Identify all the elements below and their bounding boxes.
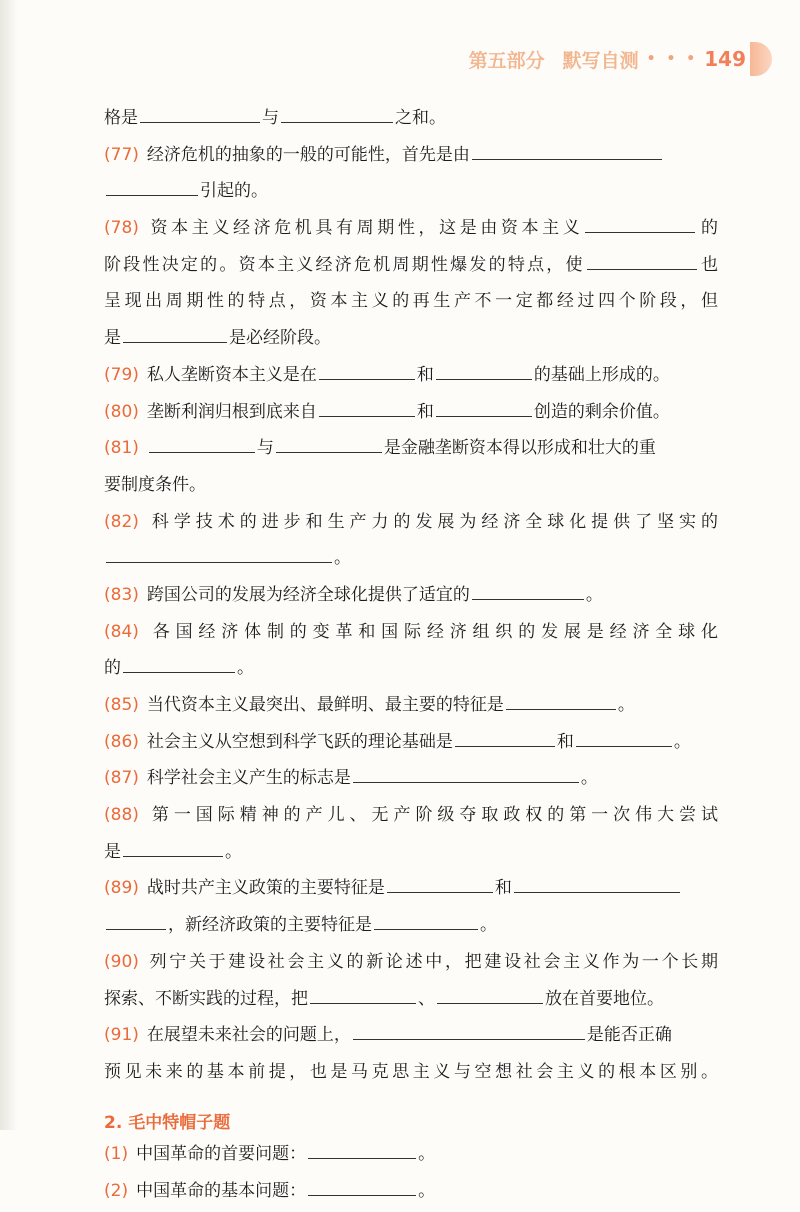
- question-text: 跨国公司的发展为经济全球化提供了适宜的: [146, 584, 470, 605]
- text-line: [104, 360, 718, 391]
- fill-in-blank[interactable]: [319, 379, 415, 380]
- question-text: 、: [418, 988, 435, 1009]
- question-text: 战时共产主义政策的主要特征是: [146, 878, 385, 899]
- text-line: [104, 1139, 718, 1170]
- header-dots: • • •: [646, 51, 699, 67]
- header-tab-decoration: [750, 42, 772, 76]
- fill-in-blank[interactable]: [353, 1039, 585, 1040]
- fill-in-blank[interactable]: [106, 195, 198, 196]
- text-line: [104, 800, 718, 831]
- question-text: 格是: [104, 108, 138, 128]
- question-text: 。: [418, 1180, 436, 1201]
- text-line: [104, 1057, 718, 1088]
- question-text: 中国革命的首要问题：: [136, 1143, 307, 1164]
- text-line: [104, 910, 718, 941]
- question-text: 的: [104, 658, 121, 679]
- fill-in-blank[interactable]: [506, 709, 616, 710]
- question-number: (86): [104, 731, 139, 752]
- question-text: 的基础上形成的。: [533, 364, 670, 385]
- text-line: [104, 543, 718, 574]
- question-text: 当代资本主义最突出、最鲜明、最主要的特征是: [146, 695, 504, 715]
- question-text: 放在首要地位。: [545, 988, 664, 1009]
- question-text: 是能否正确: [586, 1025, 672, 1046]
- page-number: 149: [704, 47, 746, 71]
- question-number: (90): [104, 951, 139, 972]
- text-line: [104, 213, 718, 244]
- question-text: 要制度条件。: [104, 474, 206, 495]
- question-text: 在展望未来社会的问题上，: [146, 1025, 351, 1046]
- question-text: ，新经济政策的主要特征是: [168, 915, 372, 936]
- question-text: 和: [494, 878, 512, 899]
- question-number: (81): [104, 438, 139, 459]
- question-text: 探索、不断实践的过程，把: [104, 988, 308, 1009]
- question-text: 引起的。: [200, 181, 268, 202]
- text-line: [104, 947, 718, 978]
- text-line: [104, 727, 718, 758]
- question-list: [104, 103, 718, 1088]
- fill-in-blank[interactable]: [472, 159, 662, 160]
- question-text: 。: [225, 841, 242, 862]
- question-text: 是必经阶段。: [229, 328, 331, 349]
- question-number: (84): [104, 621, 139, 642]
- question-text: 。: [585, 584, 603, 605]
- fill-in-blank[interactable]: [374, 929, 478, 930]
- section-2-title: 2. 毛中特帽子题: [104, 1112, 231, 1133]
- fill-in-blank[interactable]: [149, 452, 255, 453]
- question-text: 科学技术的进步和生产力的发展为经济全球化提供了坚实的: [146, 511, 718, 532]
- fill-in-blank[interactable]: [353, 782, 579, 783]
- fill-in-blank[interactable]: [437, 1003, 543, 1004]
- question-text: 和: [556, 731, 574, 752]
- question-text: 垄断利润归根到底来自: [146, 401, 317, 422]
- text-line: [104, 1176, 718, 1207]
- page-binding-edge: [0, 0, 18, 1130]
- text-line: [104, 286, 718, 317]
- text-line: [104, 103, 718, 134]
- question-number: (77): [104, 144, 139, 165]
- question-text: 第一国际精神的产儿、无产阶级夺取政权的第一次伟大尝试: [146, 805, 718, 826]
- question-number: (1): [104, 1143, 129, 1164]
- page-header: [469, 40, 772, 78]
- text-line: [104, 690, 718, 721]
- question-text: 列宁关于建设社会主义的新论述中，把建设社会主义作为一个长期: [146, 951, 718, 972]
- text-line: [104, 580, 718, 611]
- fill-in-blank[interactable]: [310, 1003, 416, 1004]
- fill-in-blank[interactable]: [123, 342, 227, 343]
- question-text: 阶段性决定的。资本主义经济危机周期性爆发的特点，使: [104, 254, 585, 275]
- header-section-label: 第五部分: [468, 49, 545, 72]
- fill-in-blank[interactable]: [455, 746, 555, 747]
- question-text: 私人垄断资本主义是在: [146, 364, 317, 385]
- fill-in-blank[interactable]: [472, 599, 584, 600]
- fill-in-blank[interactable]: [123, 672, 235, 673]
- fill-in-blank[interactable]: [514, 892, 680, 893]
- question-text: 创造的剩余价值。: [533, 401, 670, 422]
- text-line: [104, 176, 718, 207]
- text-line: [104, 140, 718, 171]
- question-text: 与: [262, 108, 279, 128]
- text-line: [104, 507, 718, 538]
- text-line: [104, 763, 718, 794]
- fill-in-blank[interactable]: [308, 1158, 416, 1159]
- text-line: [104, 837, 718, 868]
- fill-in-blank[interactable]: [281, 122, 393, 123]
- fill-in-blank[interactable]: [276, 452, 382, 453]
- question-number: (89): [104, 878, 139, 899]
- question-text: 也: [698, 254, 719, 275]
- fill-in-blank[interactable]: [319, 416, 415, 417]
- question-number: (80): [104, 401, 139, 422]
- fill-in-blank[interactable]: [308, 1195, 416, 1196]
- question-text: 各国经济体制的变革和国际经济组织的发展是经济全球化: [146, 621, 718, 642]
- fill-in-blank[interactable]: [585, 232, 695, 233]
- question-number: (87): [104, 768, 139, 789]
- fill-in-blank[interactable]: [436, 416, 532, 417]
- question-text: 是: [104, 328, 121, 349]
- fill-in-blank[interactable]: [106, 929, 166, 930]
- question-text: 呈现出周期性的特点，资本主义的再生产不一定都经过四个阶段，但: [104, 291, 718, 312]
- question-text: 。: [580, 768, 598, 789]
- question-number: (79): [104, 364, 139, 385]
- question-text: 。: [334, 548, 351, 569]
- question-number: (78): [104, 218, 139, 239]
- text-line: [104, 323, 718, 354]
- text-line: [104, 653, 718, 684]
- question-text: 。: [480, 915, 497, 936]
- fill-in-blank[interactable]: [387, 892, 493, 893]
- question-text: 。: [617, 695, 635, 715]
- question-text: 。: [673, 731, 691, 752]
- text-line: [104, 250, 718, 281]
- question-number: (82): [104, 511, 139, 532]
- question-text: 中国革命的基本问题：: [136, 1180, 307, 1201]
- question-text: 科学社会主义产生的标志是: [146, 768, 351, 789]
- fill-in-blank[interactable]: [123, 856, 223, 857]
- fill-in-blank[interactable]: [576, 746, 672, 747]
- text-line: [104, 397, 718, 428]
- question-number: (83): [104, 584, 139, 605]
- question-number: (85): [104, 695, 139, 715]
- question-number: (91): [104, 1025, 139, 1046]
- question-text: 。: [237, 658, 254, 679]
- question-text: 是: [104, 841, 121, 862]
- fill-in-blank[interactable]: [106, 562, 332, 563]
- exercise-body: [104, 103, 718, 1212]
- question-text: 预见未来的基本前提，也是马克思主义与空想社会主义的根本区别。: [104, 1061, 718, 1082]
- question-text: 和: [416, 364, 434, 385]
- text-line: [104, 433, 718, 464]
- fill-in-blank[interactable]: [587, 269, 697, 270]
- question-text: 的: [697, 218, 719, 239]
- question-text: 社会主义从空想到科学飞跃的理论基础是: [146, 731, 453, 752]
- text-line: [104, 1020, 718, 1051]
- question-text: 是金融垄断资本得以形成和壮大的重: [383, 438, 656, 459]
- question-text: 之和。: [395, 108, 446, 128]
- text-line: [104, 873, 718, 904]
- fill-in-blank[interactable]: [140, 122, 260, 123]
- text-line: [104, 617, 718, 648]
- question-number: (88): [104, 805, 139, 826]
- fill-in-blank[interactable]: [436, 379, 532, 380]
- header-title: 默写自测: [562, 49, 639, 72]
- question-text: 。: [418, 1143, 436, 1164]
- question-text: 资本主义经济危机具有周期性，这是由资本主义: [146, 218, 584, 239]
- text-line: [104, 470, 718, 501]
- question-text: 经济危机的抽象的一般的可能性，首先是由: [146, 144, 470, 165]
- text-line: [104, 984, 718, 1015]
- question-text: 与: [256, 438, 274, 459]
- question-text: 和: [416, 401, 434, 422]
- question-number: (2): [104, 1180, 129, 1201]
- section-2-list: [104, 1139, 718, 1207]
